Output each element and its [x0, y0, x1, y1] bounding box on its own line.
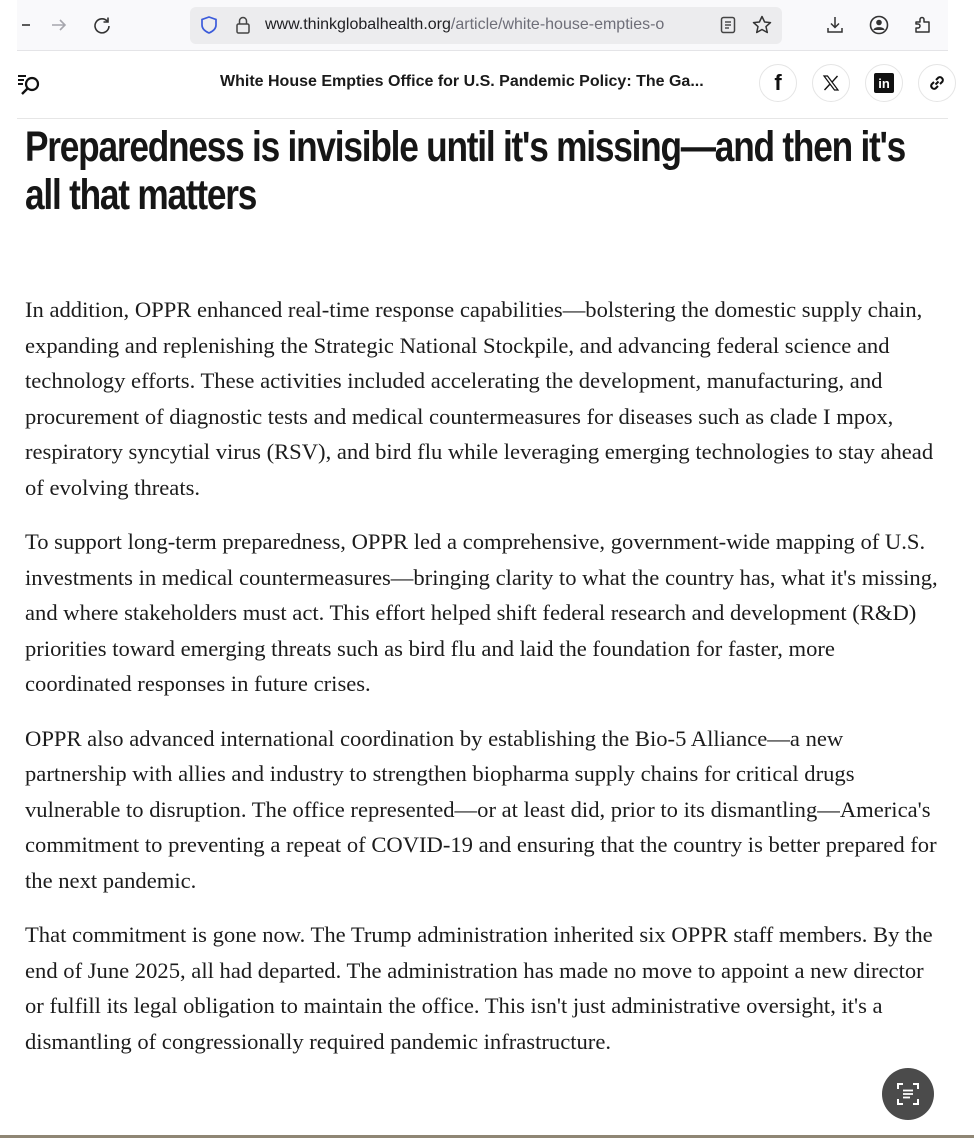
link-icon — [926, 72, 948, 94]
article-paragraph: That commitment is gone now. The Trump administration inherited six OPPR staff members. By the end of June 2025, all had departed. The administration has made no move to appoint a new director or fulfill its legal obligation to maintain the office. This isn't just administrative oversight, it's a dismantling of congressionally required pandemic infrastructure. — [25, 922, 933, 1054]
article-body — [25, 292, 940, 1078]
bookmark-star-icon[interactable] — [750, 13, 774, 37]
url-host: www.thinkglobalhealth.org — [265, 16, 451, 33]
article-paragraph: OPPR also advanced international coordination by establishing the Bio-5 Alliance—a new partnership with allies and industry to strengthen biopharma supply chains for critical drugs vulnerable to disruption. The office represented—or at least did, prior to its dismantling—America's commitment to preventing a repeat of COVID-19 and ensuring that the country is better prepared for the next pandemic. — [25, 725, 937, 893]
sticky-article-header — [17, 51, 948, 119]
article-headline: Preparedness is invisible until it's missing—and then it's all that matters — [25, 123, 906, 219]
reload-icon[interactable] — [90, 13, 114, 37]
shield-icon[interactable] — [197, 13, 221, 37]
sticky-article-title: White House Empties Office for U.S. Pandemic Policy: The Ga... — [220, 73, 704, 90]
back-icon[interactable] — [15, 13, 39, 37]
scan-text-icon — [895, 1081, 921, 1107]
forward-icon[interactable] — [47, 13, 71, 37]
share-facebook-button[interactable] — [759, 64, 797, 102]
reader-view-icon[interactable] — [716, 13, 740, 37]
article-paragraph: In addition, OPPR enhanced real-time response capabilities—bolstering the domestic supply chain, expanding and replenishing the Strategic National Stockpile, and advancing federal science and technology efforts. These activities included accelerating the development, manufacturing, and procurement of diagnostic tests and medical countermeasures for diseases such as clade I mpox, respiratory syncytial virus (RSV), and bird flu while leveraging emerging technologies to stay ahead of evolving threats. — [25, 297, 934, 500]
facebook-icon: f — [774, 70, 782, 95]
lock-icon[interactable] — [231, 13, 255, 37]
download-icon[interactable] — [823, 13, 847, 37]
url-bar[interactable] — [190, 7, 782, 44]
text-recognition-button[interactable] — [882, 1068, 934, 1120]
linkedin-icon — [874, 73, 894, 93]
extensions-icon[interactable] — [911, 13, 935, 37]
share-x-button[interactable] — [812, 64, 850, 102]
url-path: /article/white-house-empties-o — [450, 16, 665, 33]
linkedin-glyph: in — [878, 75, 890, 91]
share-linkedin-button[interactable] — [865, 64, 903, 102]
browser-toolbar — [17, 0, 948, 51]
url-text[interactable] — [265, 16, 707, 34]
x-icon — [822, 74, 840, 92]
search-menu-icon[interactable] — [17, 71, 43, 97]
copy-link-button[interactable] — [918, 64, 956, 102]
article-paragraph: To support long-term preparedness, OPPR led a comprehensive, government-wide mapping of U.S. investments in medical countermeasures—bringing clarity to what the country has, what it's missing, and where stakeholders must act. This effort helped shift federal research and development (R&D) priorities toward emerging threats such as bird flu and laid the foundation for faster, more coordinated responses in future crises. — [25, 529, 938, 696]
account-icon[interactable] — [867, 13, 891, 37]
